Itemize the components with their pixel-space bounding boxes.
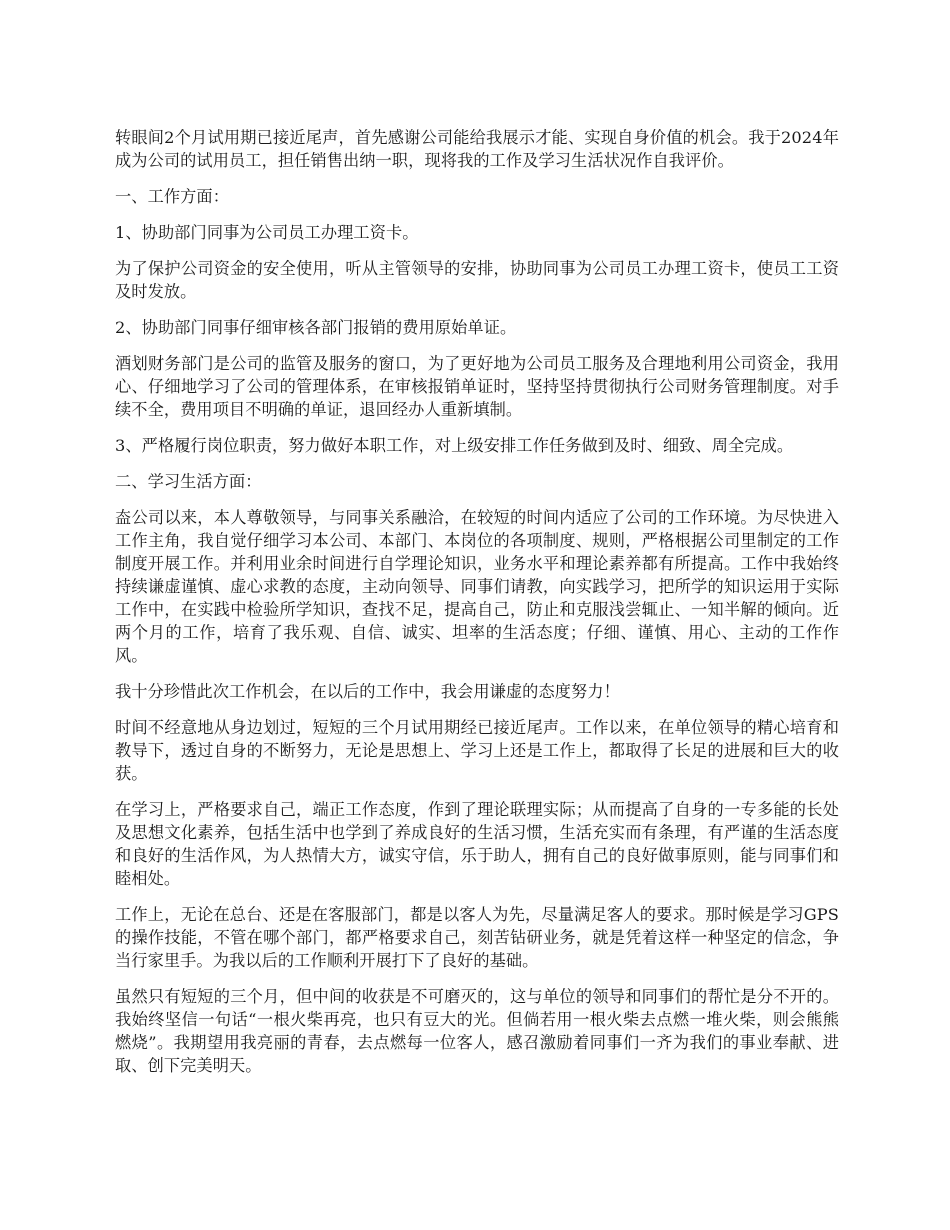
paragraph-cherish: 我十分珍惜此次工作机会，在以后的工作中，我会用谦虚的态度努力！ bbox=[115, 682, 620, 701]
section-heading-work: 一、工作方面： bbox=[115, 187, 230, 206]
paragraph-conclusion: 虽然只有短短的三个月，但中间的收获是不可磨灭的，这与单位的领导和同事们的帮忙是分不开的。我始终坚信一句话“一根火柴再亮，也只有豆大的光。但倘若用一根火柴去点燃一堆火柴，则会熊熊燃烧”。我期望用我亮丽的青春，去点燃每一位客人，感召激励着同事们一齐为我们的事业奉献、进取、创下完美明天。 bbox=[115, 987, 839, 1075]
paragraph-work: 工作上，无论在总台、还是在客服部门，都是以客人为先，尽量满足客人的要求。那时候是学习GPS的操作技能，不管在哪个部门，都严格要求自己，刻苦钻研业务，就是凭着这样一种坚定的信念，争当行家里手。为我以后的工作顺利开展打下了良好的基础。 bbox=[115, 905, 839, 970]
item-heading-1: 1、协助部门同事为公司员工办理工资卡。 bbox=[115, 223, 419, 242]
paragraph-item-2: 酒划财务部门是公司的监管及服务的窗口，为了更好地为公司员工服务及合理地利用公司资金，我用心、仔细地学习了公司的管理体系，在审核报销单证时，坚持坚持贯彻执行公司财务管理制度。对手续不全，费用项目不明确的单证，退回经办人重新填制。 bbox=[115, 354, 839, 419]
item-heading-2: 2、协助部门同事仔细审核各部门报销的费用原始单证。 bbox=[115, 318, 517, 337]
item-heading-3: 3、严格履行岗位职责，努力做好本职工作，对上级安排工作任务做到及时、细致、周全完成。 bbox=[115, 436, 794, 455]
paragraph-learning: 在学习上，严格要求自己，端正工作态度，作到了理论联理实际；从而提高了自身的一专多能的长处及思想文化素养，包括生活中也学到了养成良好的生活习惯，生活充实而有条理，有严谨的生活态度和良好的生活作风，为人热情大方，诚实守信，乐于助人，拥有自己的良好做事原则，能与同事们和睦相处。 bbox=[115, 800, 839, 888]
paragraph-intro: 转眼间2个月试用期已接近尾声，首先感谢公司能给我展示才能、实现自身价值的机会。我于2024年成为公司的试用员工，担任销售出纳一职，现将我的工作及学习生活状况作自我评价。 bbox=[115, 128, 839, 170]
document-body bbox=[115, 126, 839, 1090]
paragraph-item-1: 为了保护公司资金的安全使用，听从主管领导的安排，协助同事为公司员工办理工资卡，使员工工资及时发放。 bbox=[115, 259, 839, 301]
paragraph-study: 盇公司以来，本人尊敬领导，与同事关系融洽，在较短的时间内适应了公司的工作环境。为尽快进入工作主角，我自觉仔细学习本公司、本部门、本岗位的各项制度、规则，严格根据公司里制定的工作制度开展工作。并利用业余时间进行自学理论知识，业务水平和理论素养都有所提高。工作中我始终持续谦虚谨慎、虚心求教的态度，主动向领导、同事们请教，向实践学习，把所学的知识运用于实际工作中，在实践中检验所学知识，查找不足，提高自己，防止和克服浅尝辄止、一知半解的倾向。近两个月的工作，培育了我乐观、自信、诚实、坦率的生活态度；仔细、谨慎、用心、主动的工作作风。 bbox=[115, 508, 839, 665]
paragraph-time: 时间不经意地从身边划过，短短的三个月试用期经已接近尾声。工作以来，在单位领导的精心培育和教导下，透过自身的不断努力，无论是思想上、学习上还是工作上，都取得了长足的进展和巨大的收获。 bbox=[115, 718, 839, 783]
section-heading-study: 二、学习生活方面： bbox=[115, 472, 262, 491]
